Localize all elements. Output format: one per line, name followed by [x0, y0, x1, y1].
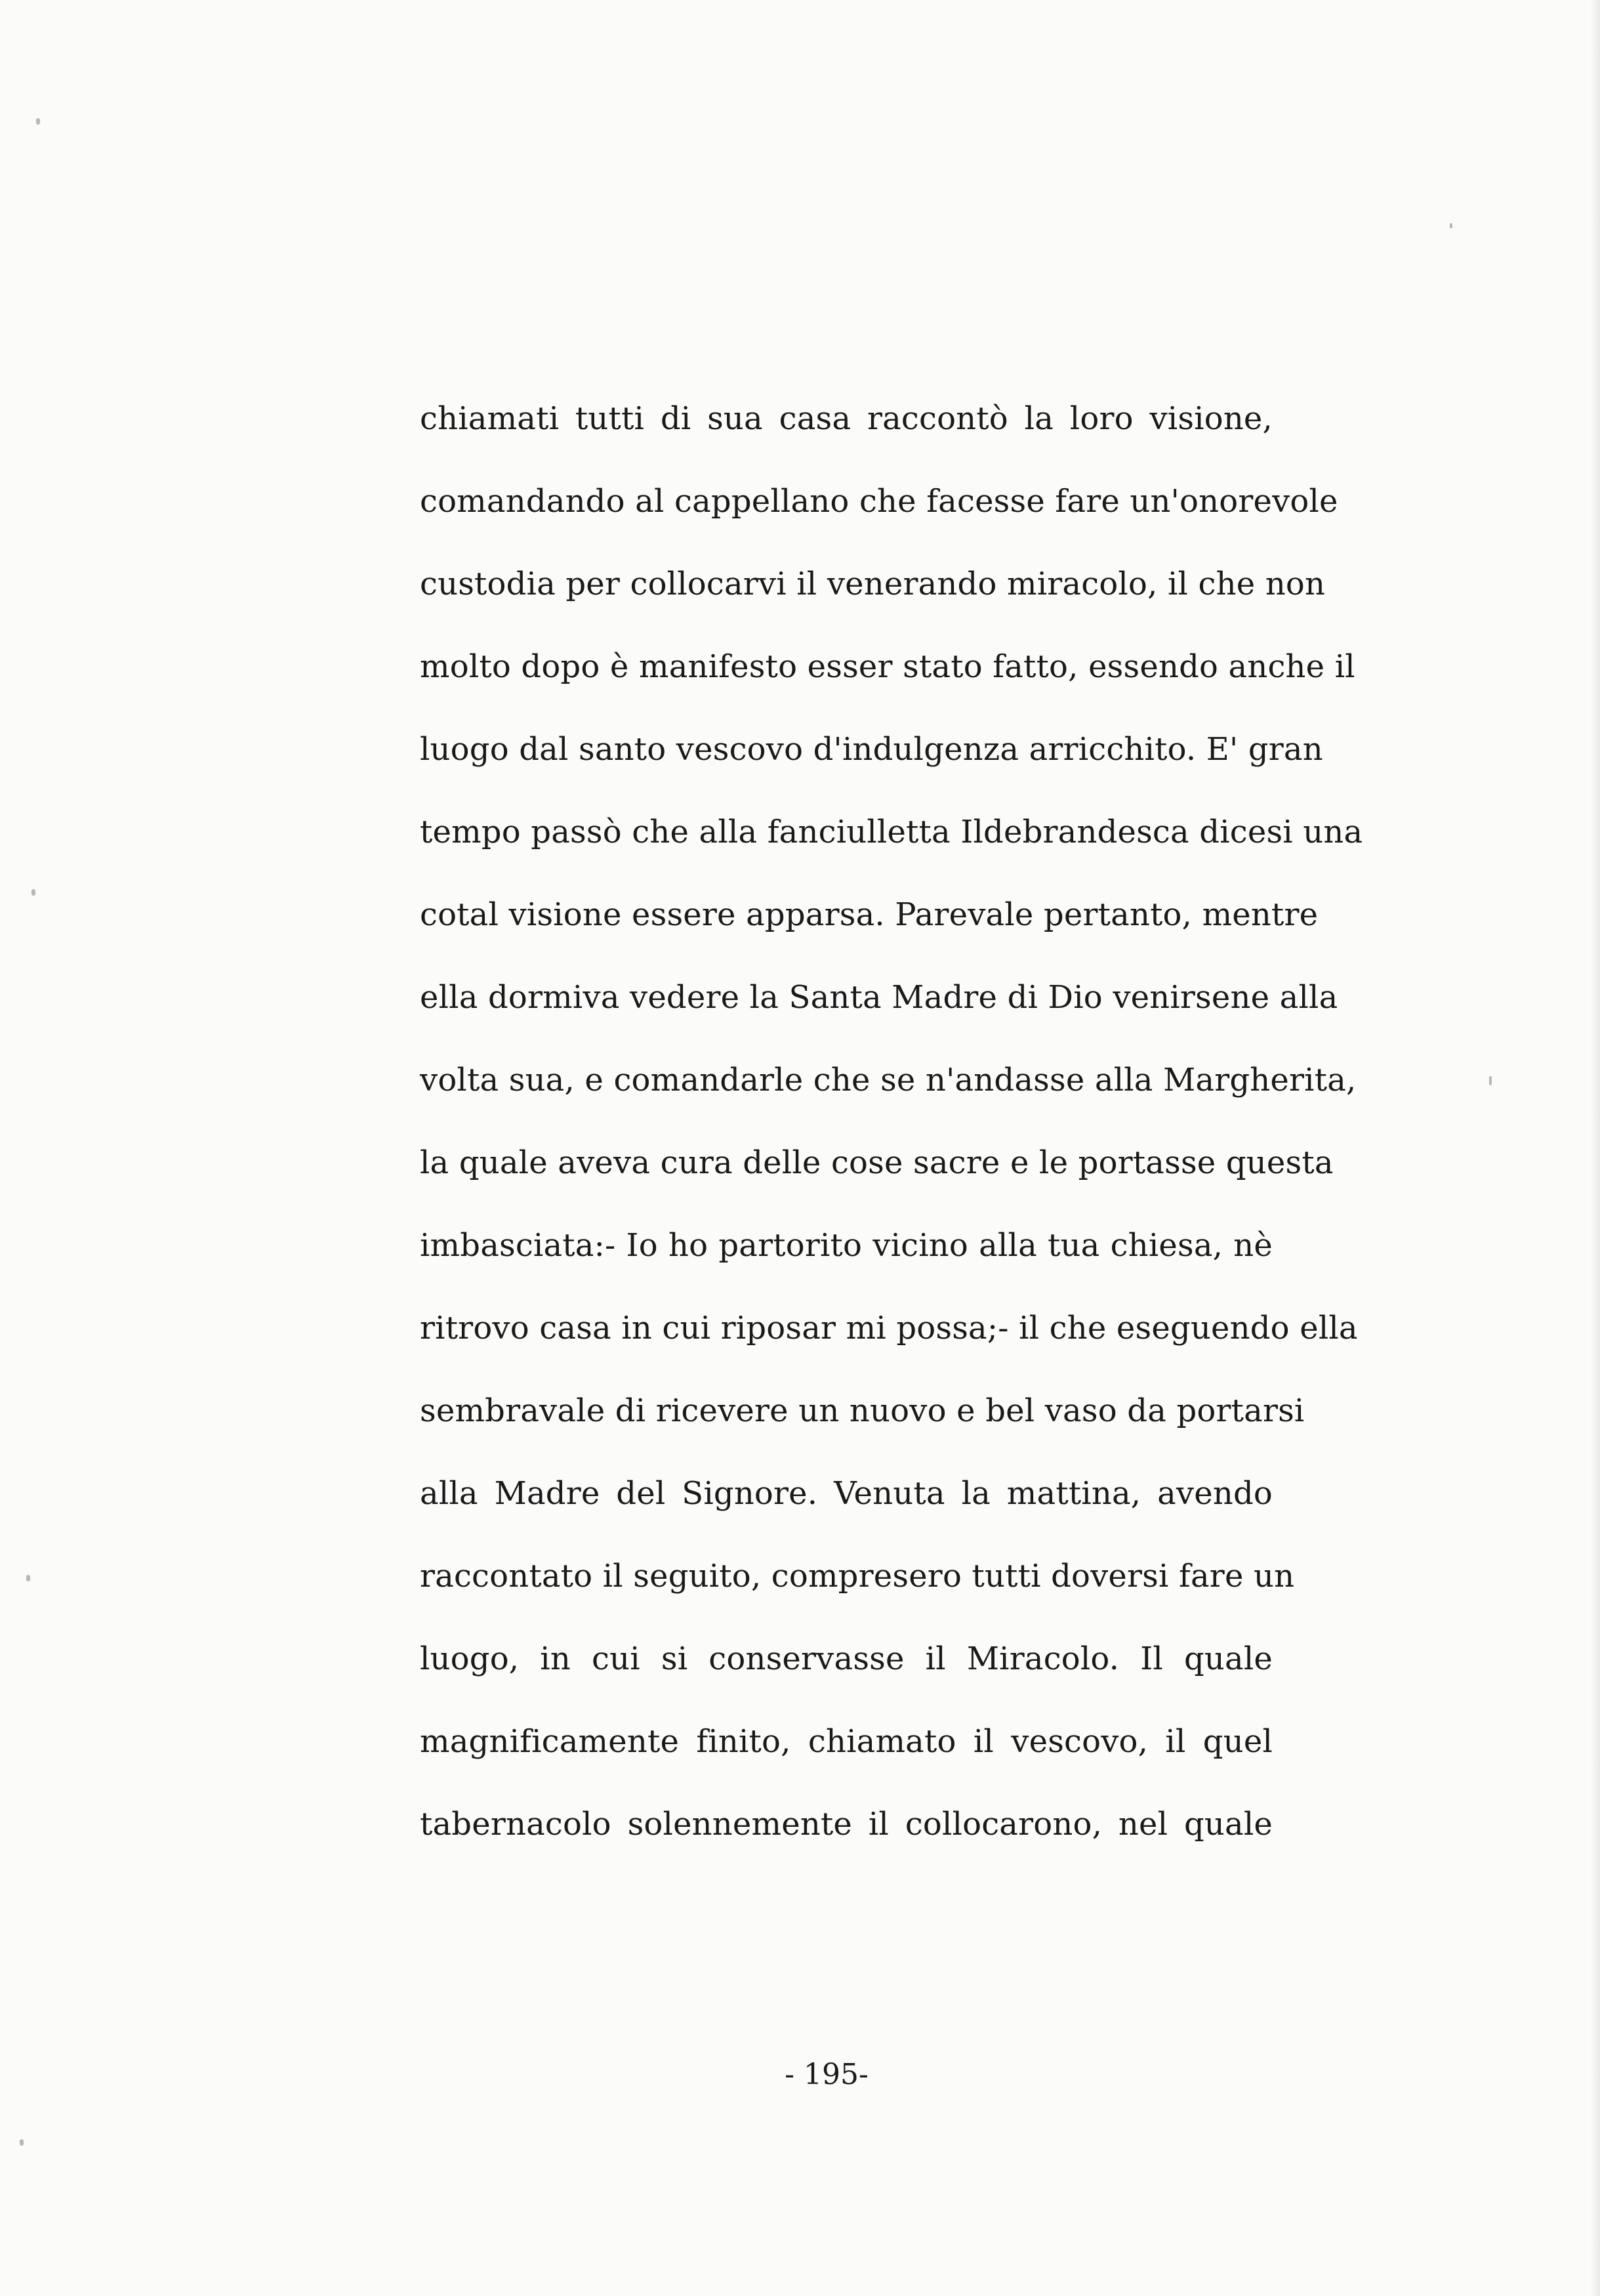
text-line: sembravale di ricevere un nuovo e bel vaso da portarsi [420, 1392, 1305, 1429]
text-line: raccontato il seguito, compresero tutti doversi fare un [420, 1558, 1295, 1595]
text-line: magnificamente finito, chiamato il vescovo, il quel [420, 1723, 1273, 1760]
scan-speck [1489, 1076, 1492, 1085]
text-line: tabernacolo solennemente il collocarono, nel quale [420, 1806, 1273, 1843]
text-line: luogo dal santo vescovo d'indulgenza arricchito. E' gran [420, 731, 1323, 768]
scan-speck [26, 1575, 30, 1581]
text-line: molto dopo è manifesto esser stato fatto, essendo anche il [420, 648, 1355, 685]
body-text [420, 377, 1363, 1866]
scan-speck [36, 118, 40, 125]
scan-speck [31, 889, 35, 896]
scan-speck [20, 2139, 24, 2146]
scan-speck [1450, 223, 1452, 228]
text-line: luogo, in cui si conservasse il Miracolo. Il quale [420, 1640, 1273, 1677]
text-line: tempo passò che alla fanciulletta Ildebrandesca dicesi una [420, 814, 1363, 850]
text-line: alla Madre del Signore. Venuta la mattina, avendo [420, 1475, 1273, 1512]
text-line: custodia per collocarvi il venerando miracolo, il che non [420, 566, 1326, 602]
page-number: - 195- [785, 2058, 869, 2091]
text-line: volta sua, e comandarle che se n'andasse alla Margherita, [420, 1062, 1357, 1098]
text-line: ella dormiva vedere la Santa Madre di Dio venirsene alla [420, 979, 1338, 1016]
scan-edge [1591, 0, 1600, 2296]
text-line: comandando al cappellano che facesse fare un'onorevole [420, 483, 1338, 520]
text-line: ritrovo casa in cui riposar mi possa;- il che eseguendo ella [420, 1310, 1358, 1346]
text-line: la quale aveva cura delle cose sacre e le portasse questa [420, 1144, 1334, 1181]
text-line: cotal visione essere apparsa. Parevale pertanto, mentre [420, 896, 1319, 933]
text-line: imbasciata:- Io ho partorito vicino alla tua chiesa, nè [420, 1227, 1273, 1264]
text-line: chiamati tutti di sua casa raccontò la loro visione, [420, 400, 1273, 437]
